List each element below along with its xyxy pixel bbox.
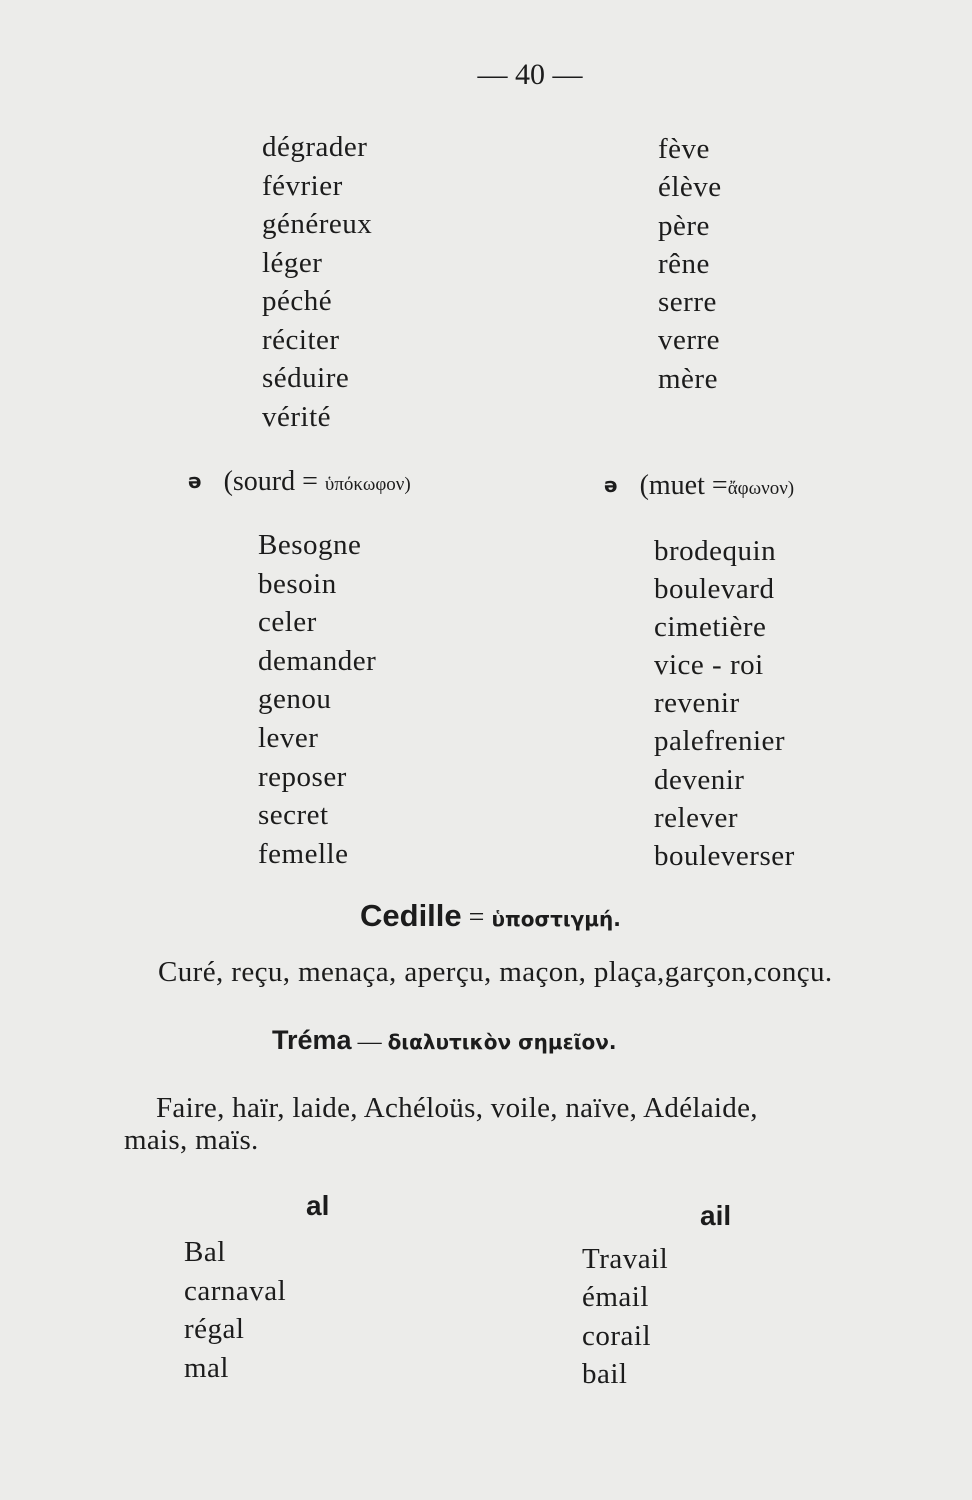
word: serre [658,286,717,319]
word: corail [582,1319,652,1352]
word: bail [582,1357,628,1390]
word: rêne [658,247,710,280]
word: séduire [262,362,350,394]
word: relever [654,801,738,834]
trema-greek: διαλυτικὸν σημεῖον. [387,1030,617,1054]
word: besoin [258,567,337,600]
word: genou [258,683,332,716]
word: secret [258,799,329,832]
e-accent-left-column [262,128,372,436]
e-muet-column [654,532,795,875]
word: verre [658,324,721,357]
e-sourd-label: (sourd = [223,466,325,497]
word: lever [258,721,319,754]
word: régal [184,1313,245,1346]
word: père [658,209,710,242]
cedille-greek: ὑποστιγμή. [491,907,621,931]
word: palefrenier [654,725,786,758]
word: mal [184,1351,229,1384]
word: réciter [262,323,340,356]
word: bouleverser [654,839,795,872]
word: généreux [262,208,373,240]
ail-column [582,1240,668,1393]
word: femelle [258,837,349,870]
trema-title: Tréma [272,1025,352,1055]
e-muet-label: (muet = [639,470,728,501]
e-accent-right-column [658,130,722,398]
word: revenir [654,687,740,720]
cedille-equals: = [461,902,492,933]
word: brodequin [654,535,777,567]
e-muet-heading [604,470,794,502]
word: février [262,169,343,202]
e-sourd-greek: ὑπόκωφον) [324,474,411,495]
word: fève [658,133,710,165]
word: Besogne [258,529,362,561]
al-column [184,1233,286,1387]
word: élève [658,171,722,204]
word: cimetière [654,611,767,644]
word: reposer [258,760,347,793]
word: carnaval [184,1274,287,1307]
ail-heading: ail [700,1200,732,1231]
schwa-symbol: ə [188,469,202,493]
word: celer [258,606,317,639]
word: léger [262,246,323,279]
schwa-symbol: ə [604,473,618,497]
word: devenir [654,763,745,796]
trema-examples-line2: mais, maïs. [124,1124,259,1156]
trema-examples-line1: Faire, haïr, laide, Achéloüs, voile, naïve, Adélaide, [156,1092,758,1124]
word: vérité [262,400,332,433]
word: péché [262,285,333,317]
e-sourd-column [258,526,376,873]
cedille-examples: Curé, reçu, menaça, aperçu, maçon, plaça,garçon,conçu. [158,956,833,988]
word: demander [258,644,377,677]
word: émail [582,1281,649,1314]
cedille-title: Cedille [360,898,462,933]
word: dégrader [262,131,368,163]
cedille-heading [360,898,621,934]
trema-heading [272,1025,617,1056]
page-number: — 40 — [477,58,583,91]
word: mère [658,362,718,395]
e-sourd-heading [188,466,411,498]
word: Bal [184,1236,226,1268]
word: vice - roi [654,649,764,682]
word: Travail [582,1243,669,1275]
trema-dash: — [351,1029,388,1055]
e-muet-greek: ἄφωνον) [727,478,795,499]
word: boulevard [654,573,775,606]
al-heading: al [306,1190,330,1221]
